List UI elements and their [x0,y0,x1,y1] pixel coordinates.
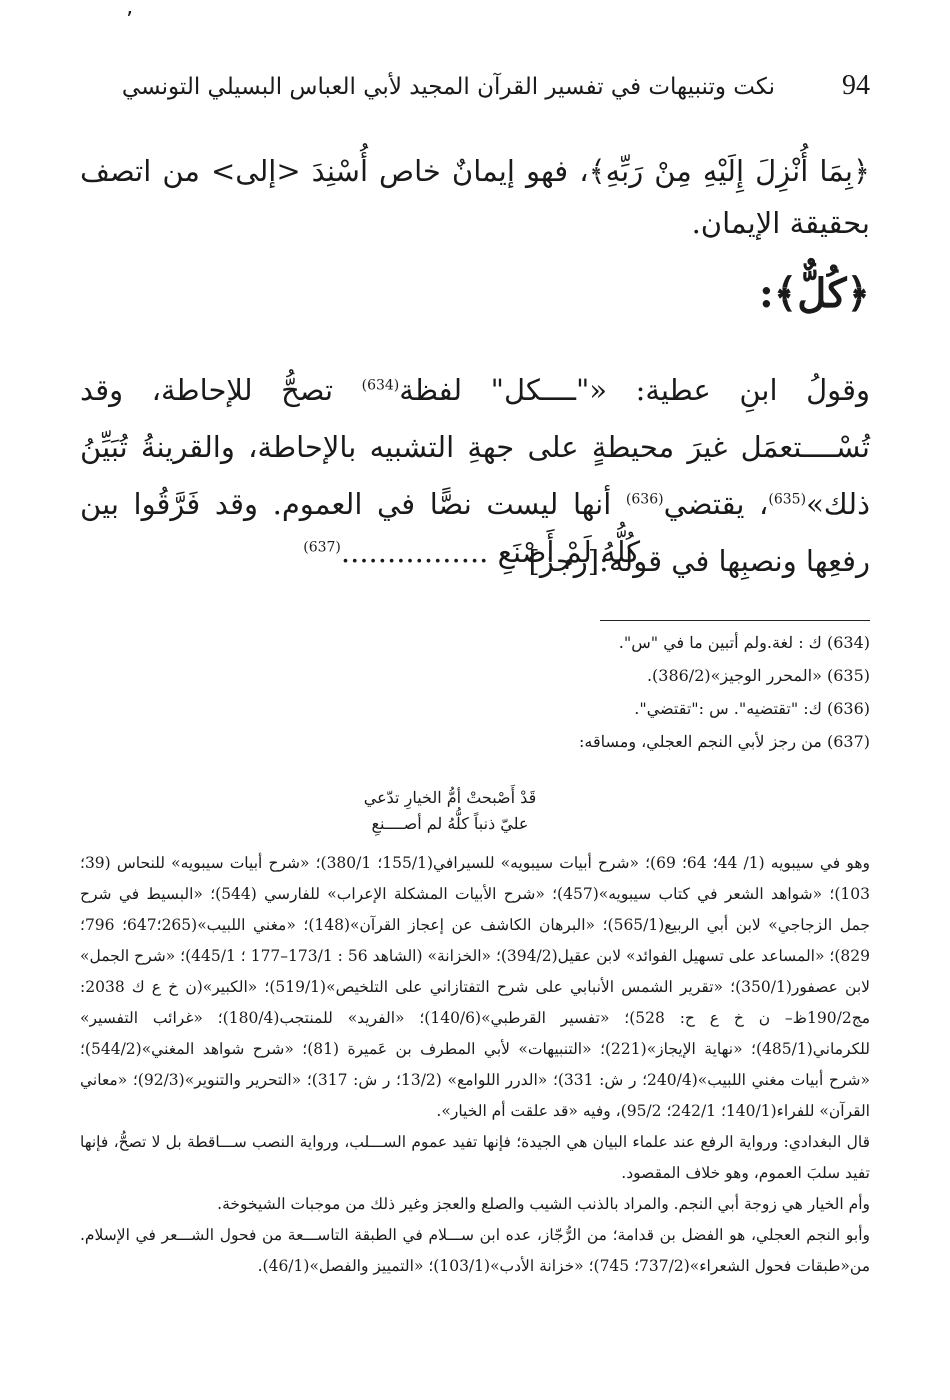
poem-couplet [280,785,620,837]
paragraph-2-part-1: وقولُ ابنِ عطية: «"ــــكل" لفظة [399,373,870,407]
paragraph-1 [80,145,870,249]
page-number: 94 [842,70,870,101]
section-heading: ﴿كُلٌّ﴾: [759,270,870,317]
footnote-ref-637[interactable]: (637) [303,539,341,556]
verse-line [303,535,640,569]
quran-quote: ﴿بِمَا أُنْزِلَ إِلَيْهِ مِنْ رَبِّهِ﴾ [588,154,870,188]
footnote-634: (634) ك : لغة.ولم أتبين ما في "س". [618,633,870,652]
notes-baghdadi-paragraph: قال البغدادي: ورواية الرفع عند علماء البيان هي الجيدة؛ فإنها تفيد عموم الســـلب، ورواية النصب ســـاقطة بل لا تصحُّ، فإنها تفيد سلبَ العموم، وهو خلاف المقصود. [80,1133,870,1182]
footnote-separator [600,620,870,621]
notes-sources-paragraph: وهو في سيبويه (1/ 44؛ 64؛ 69)؛ «شرح أبيات سيبويه» للسيرافي(155/1؛ 380/1)؛ «شرح أبيات سيبويه» للنحاس (39؛ 103)؛ «شواهد الشعر في كتاب سيبويه»(457)؛ «شرح الأبيات المشكلة الإعراب» للفارسي (544)؛ «البسيط في شرح جمل الزجاجي» لابن أبي الربيع(565/1)؛ «البرهان الكاشف عن إعجاز القرآن»(148)؛ «مغني اللبيب»(265؛647؛ 796؛ 829)؛ «المساعد على تسهيل الفوائد» لابن عقيل(394/2)؛ «الخزانة» (الشاهد 56 : 173/1–177 ؛ 445/1)؛ «شرح الجمل» لابن عصفور(350/1)؛ «تقرير الشمس الأنبابي على شرح التفتازاني على التلخيص»(519/1)؛ «الكبير»(ن خ ع ك 2038: مج190/2ظ– ن خ ع ح: 528)؛ «تفسير القرطبي»(140/6)؛ «الفريد» للمنتجب(180/4)؛ «غرائب التفسير» للكرماني(485/1)؛ «نهاية الإيجاز»(221)؛ «التنبيهات» لأبي المطرف بن عَميرة (81)؛ «شرح شواهد المغني»(544/2)؛ «شرح أبيات مغني اللبيب»(240/4؛ ر ش: 331)؛ «الدرر اللوامع» (13/2؛ ر ش: 317)؛ «التحرير والتنوير»(92/3)؛ «معاني القرآن» للفراء(140/1؛ 242/1؛ 95/2)، وفيه «قد علقت أم الخيار». [80,854,871,1120]
footnote-ref-634[interactable]: (634) [361,377,400,394]
footnote-636: (636) ك: "تقتضيه". س :"تقتضي". [634,699,870,718]
paragraph-1-text: ، فهو إيمانٌ خاص أُسْنِدَ <إلى> من اتصف بحقيقة الإيمان. [80,154,870,240]
poem-line-1: قَدْ أَصْبحتْ أمُّ الخيارِ تدّعي [363,788,537,807]
page-header [121,70,870,114]
footnote-637: (637) من رجز لأبي النجم العجلي، ومساقه: [578,732,870,751]
running-title: نكت وتنبيهات في تفسير القرآن المجيد لأبي العباس البسيلي التونسي [121,74,775,100]
footnote-635: (635) «المحرر الوجيز»(386/2). [646,666,870,685]
paragraph-2-part-3: ، يقتضي [663,487,769,521]
footnote-ref-635[interactable]: (635) [768,491,807,508]
footnote-notes [80,848,870,1282]
poem-line-2: عليّ ذنباً كلُّهُ لم أصــــنعِ [371,814,529,833]
notes-abu-alnajm-paragraph: وأبو النجم العجلي، هو الفضل بن قدامة؛ من الرُّجّاز، عده ابن ســـلام في الطبقة التاســـعة من فحول الشـــعر في الإسلام. من«طبقات فحول الشعراء»(737/2؛ 745)؛ «خزانة الأدب»(103/1)؛ «التمييز والفصل»(46/1). [80,1226,870,1275]
footnote-ref-636[interactable]: (636) [625,491,664,508]
stray-ink-mark: ٬ [126,8,133,33]
paragraph-2-part-2: تصحُّ للإحاطة، وقد تُسْــــتعمَل غيرَ محيطةٍ على جهةِ التشبيه بالإحاطة، والقرينةُ تُبَيِّنُ ذلك» [80,373,870,521]
verse-text: كُلُّهُ لَمْ أَصْنَعِ ................ [340,535,640,569]
footnotes-list [80,626,870,758]
paragraph-2-part-4: أنها ليست نصًّا في العموم. وقد فَرَّقُوا بين رفعِها ونصبِها في قوله:[رجز] [80,487,870,578]
notes-umm-alkhiyar-paragraph: وأم الخيار هي زوجة أبي النجم. والمراد بالذنب الشيب والصلع والعجز وغير ذلك من موجبات الشيخوخة. [217,1195,870,1213]
